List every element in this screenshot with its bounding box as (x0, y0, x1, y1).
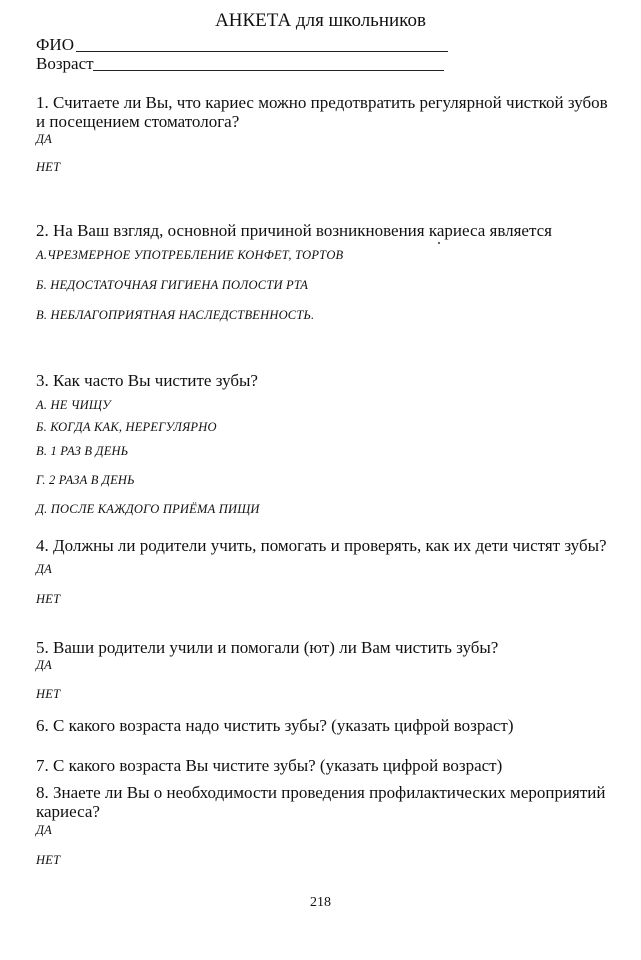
question-4-option-no[interactable]: НЕТ (36, 592, 61, 606)
question-3-option-b[interactable]: Б. КОГДА КАК, НЕРЕГУЛЯРНО (36, 420, 217, 434)
age-field-line[interactable] (93, 70, 444, 71)
question-3-text: 3. Как часто Вы чистите зубы? (36, 371, 258, 390)
question-1-text-cont: и посещением стоматолога? (36, 112, 240, 131)
question-3-option-d[interactable]: Г. 2 РАЗА В ДЕНЬ (36, 473, 135, 487)
question-1-option-no[interactable]: НЕТ (36, 160, 61, 174)
question-2-option-c[interactable]: В. НЕБЛАГОПРИЯТНАЯ НАСЛЕДСТВЕННОСТЬ. (36, 308, 315, 322)
scan-speck (438, 242, 440, 244)
question-3-option-c[interactable]: В. 1 РАЗ В ДЕНЬ (36, 444, 129, 458)
question-2-option-a[interactable]: А.ЧРЕЗМЕРНОЕ УПОТРЕБЛЕНИЕ КОНФЕТ, ТОРТОВ (36, 248, 344, 262)
name-field-label: ФИО (36, 35, 74, 54)
question-8-option-yes[interactable]: ДА (36, 823, 52, 837)
question-4-option-yes[interactable]: ДА (36, 562, 52, 576)
question-2-option-b[interactable]: Б. НЕДОСТАТОЧНАЯ ГИГИЕНА ПОЛОСТИ РТА (36, 278, 309, 292)
question-8-text: 8. Знаете ли Вы о необходимости проведения профилактических мероприятий (36, 783, 606, 802)
question-6-text: 6. С какого возраста надо чистить зубы? (указать цифрой возраст) (36, 716, 514, 735)
name-field-line[interactable] (76, 51, 448, 52)
question-4-text: 4. Должны ли родители учить, помогать и проверять, как их дети чистят зубы? (36, 536, 607, 555)
question-5-option-no[interactable]: НЕТ (36, 687, 61, 701)
question-3-option-a[interactable]: А. НЕ ЧИЩУ (36, 398, 111, 412)
question-3-option-e[interactable]: Д. ПОСЛЕ КАЖДОГО ПРИЁМА ПИЩИ (36, 502, 260, 516)
page-number: 218 (310, 895, 331, 910)
question-1-text: 1. Считаете ли Вы, что кариес можно предотвратить регулярной чисткой зубов (36, 93, 608, 112)
question-5-option-yes[interactable]: ДА (36, 658, 52, 672)
question-1-option-yes[interactable]: ДА (36, 132, 52, 146)
age-field-label: Возраст (36, 54, 94, 73)
page-title: АНКЕТА для школьников (215, 10, 426, 31)
question-2-text: 2. На Ваш взгляд, основной причиной возникновения кариеса является (36, 221, 552, 240)
question-7-text: 7. С какого возраста Вы чистите зубы? (указать цифрой возраст) (36, 756, 503, 775)
question-8-text-cont: кариеса? (36, 802, 100, 821)
question-8-option-no[interactable]: НЕТ (36, 853, 61, 867)
question-5-text: 5. Ваши родители учили и помогали (ют) ли Вам чистить зубы? (36, 638, 499, 657)
